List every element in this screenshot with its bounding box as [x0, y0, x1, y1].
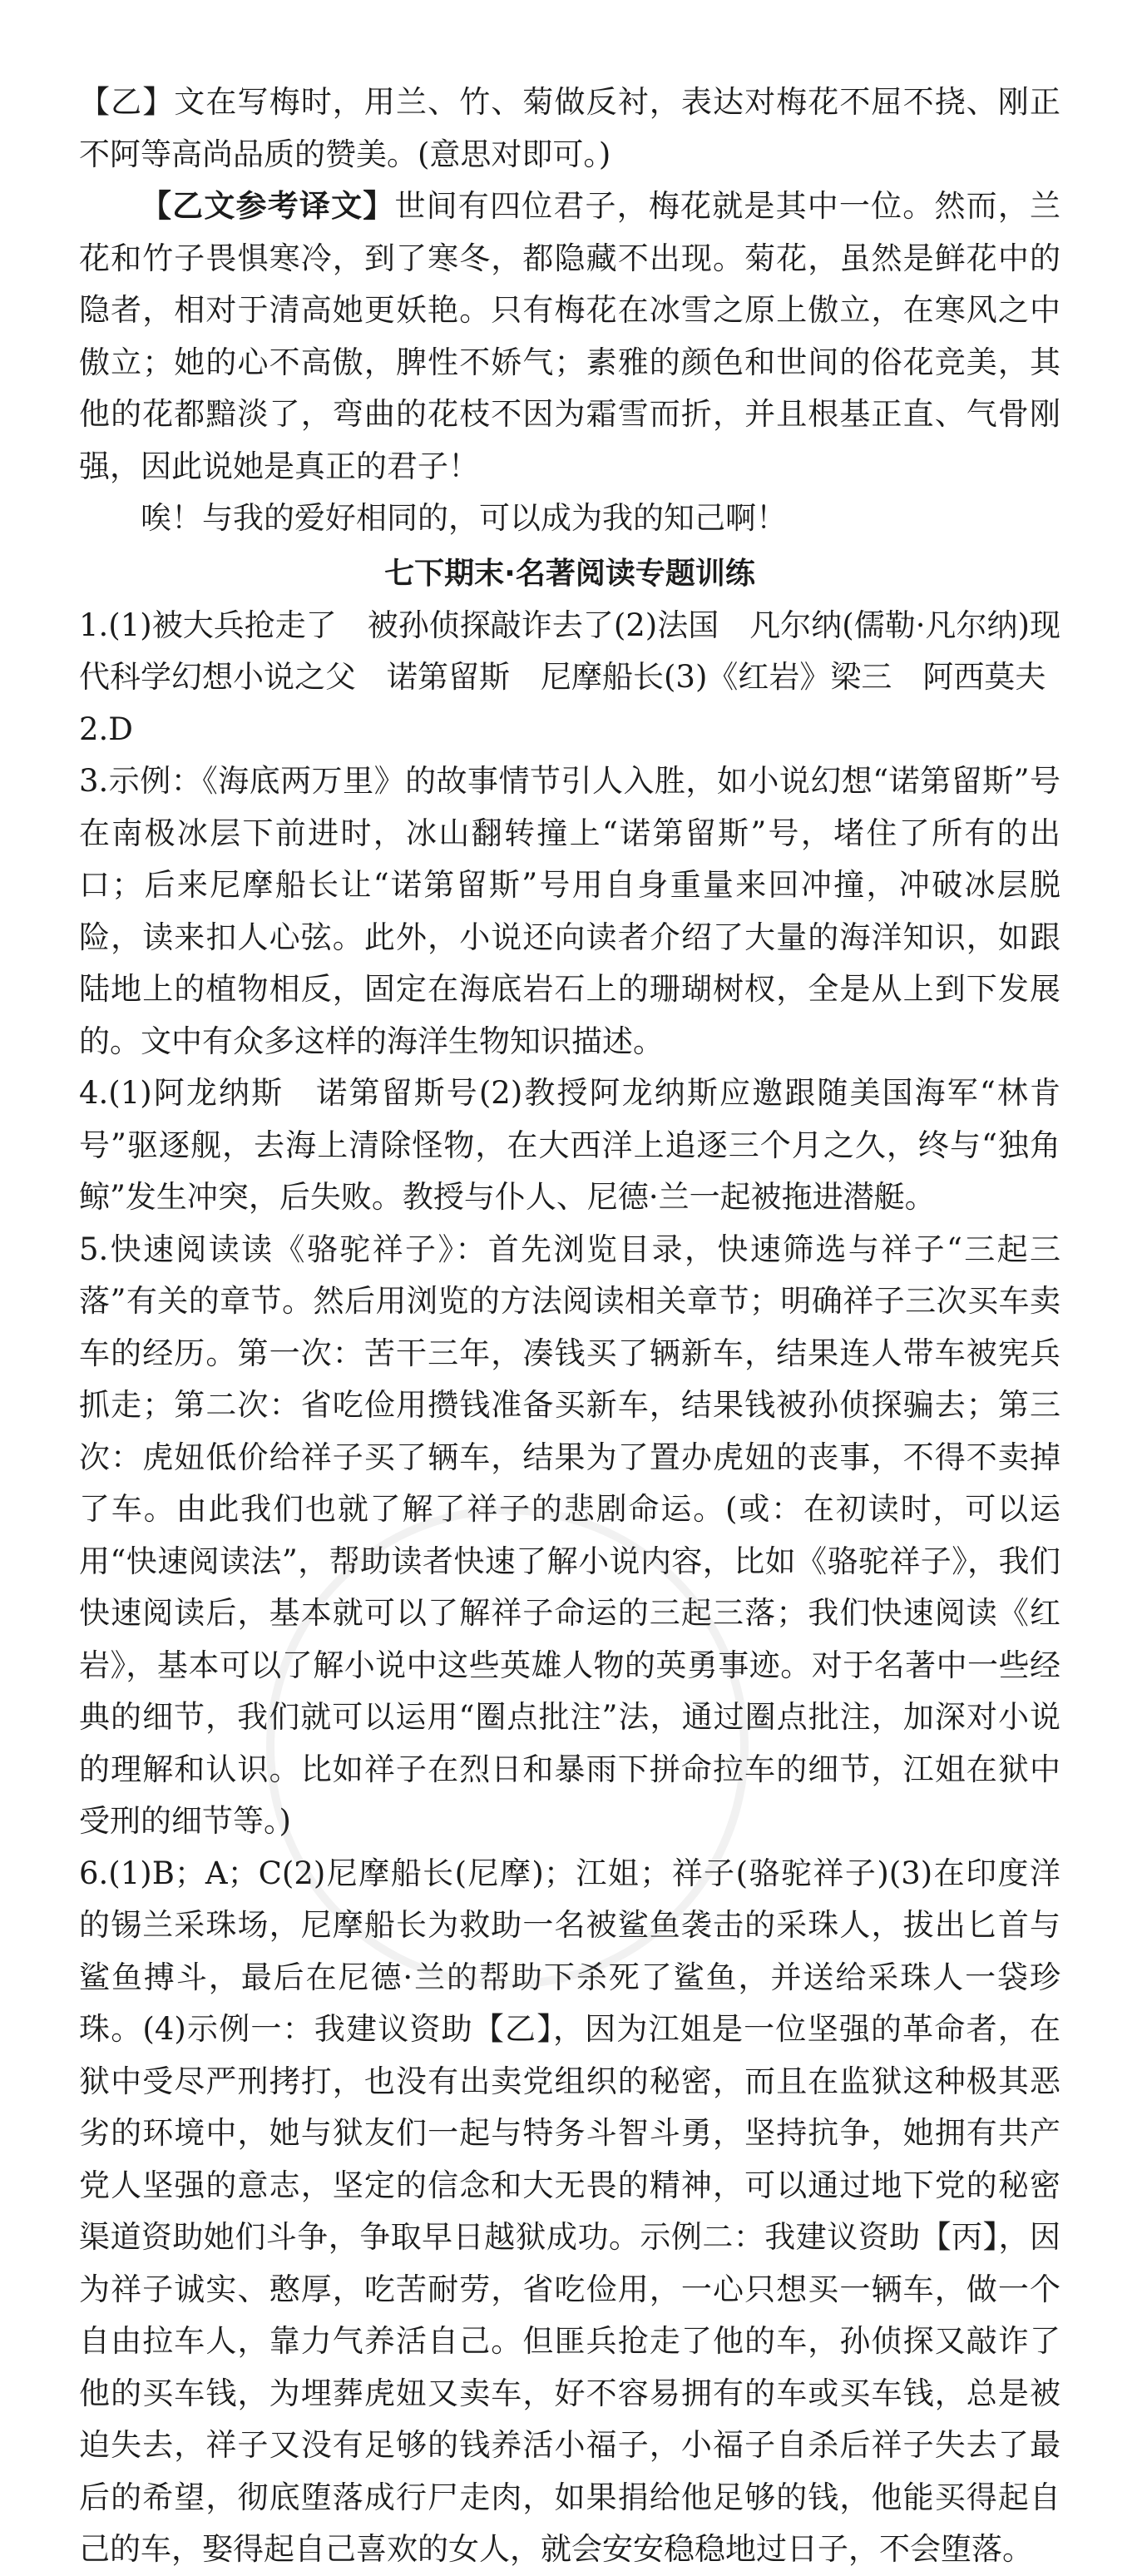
closing-line: 唉！与我的爱好相同的，可以成为我的知己啊！ [141, 500, 787, 536]
answer-2: 2.D [79, 711, 133, 747]
answer-4: 4.(1)阿龙纳斯 诺第留斯号(2)教授阿龙纳斯应邀跟随美国海军“林肯号”驱逐舰，去海上清除怪物，在大西洋上追逐三个月之久，终与“独角鲸”发生冲突，后失败。教授与仆人、尼德·兰一起被拖进潜艇。 [79, 1075, 1060, 1215]
analysis-paragraph: 【乙】文在写梅时，用兰、竹、菊做反衬，表达对梅花不屈不挠、刚正不阿等高尚品质的赞美。(意思对即可。) [79, 84, 1060, 172]
translation-text: 世间有四位君子，梅花就是其中一位。然而，兰花和竹子畏惧寒冷，到了寒冬，都隐藏不出现。菊花，虽然是鲜花中的隐者，相对于清高她更妖艳。只有梅花在冰雪之原上傲立，在寒风之中傲立；她的心不高傲，脾性不娇气；素雅的颜色和世间的俗花竞美，其他的花都黯淡了，弯曲的花枝不因为霜雪而折，并且根基正直、气骨刚强，因此说她是真正的君子！ [79, 188, 1061, 484]
section-title: 七下期末·名著阅读专题训练 [384, 556, 755, 591]
answer-5: 5.快速阅读读《骆驼祥子》：首先浏览目录，快速筛选与祥子“三起三落”有关的章节。然后用浏览的方法阅读相关章节；明确祥子三次买车卖车的经历。第一次：苦干三年，凑钱买了辆新车，结果连人带车被宪兵抓走；第二次：省吃俭用攒钱准备买新车，结果钱被孙侦探骗去；第三次：虎妞低价给祥子买了辆车，结果为了置办虎妞的丧事，不得不卖掉了车。由此我们也就了解了祥子的悲剧命运。(或：在初读时，可以运用“快速阅读法”，帮助读者快速了解小说内容，比如《骆驼祥子》，我们快速阅读后，基本就可以了解祥子命运的三起三落；我们快速阅读《红岩》，基本可以了解小说中这些英雄人物的英勇事迹。对于名著中一些经典的细节，我们就可以运用“圈点批注”法，通过圈点批注，加深对小说的理解和认识。比如祥子在烈日和暴雨下拼命拉车的细节，江姐在狱中受刑的细节等。) [79, 1231, 1060, 1839]
answer-6: 6.(1)B；A；C(2)尼摩船长(尼摩)；江姐；祥子(骆驼祥子)(3)在印度洋的锡兰采珠场，尼摩船长为救助一名被鲨鱼袭击的采珠人，拔出匕首与鲨鱼搏斗，最后在尼德·兰的帮助下杀死了鲨鱼，并送给采珠人一袋珍珠。(4)示例一：我建议资助【乙】，因为江姐是一位坚强的革命者，在狱中受尽严刑拷打，也没有出卖党组织的秘密，而且在监狱这种极其恶劣的环境中，她与狱友们一起与特务斗智斗勇，坚持抗争，她拥有共产党人坚强的意志，坚定的信念和大无畏的精神，可以通过地下党的秘密渠道资助她们斗争，争取早日越狱成功。示例二：我建议资助【丙】，因为祥子诚实、憨厚，吃苦耐劳，省吃俭用，一心只想买一辆车，做一个自由拉车人，靠力气养活自己。但匪兵抢走了他的车，孙侦探又敲诈了他的买车钱，为埋葬虎妞又卖车，好不容易拥有的车或买车钱，总是被迫失去，祥子又没有足够的钱养活小福子，小福子自杀后祥子失去了最后的希望，彻底堕落成行尸走肉，如果捐给他足够的钱，他能买得起自己的车，娶得起自己喜欢的女人，就会安安稳稳地过日子，不会堕落。 [79, 1855, 1060, 2567]
answer-page [79, 77, 1060, 2576]
answer-3: 3.示例：《海底两万里》的故事情节引人入胜，如小说幻想“诺第留斯”号在南极冰层下前进时，冰山翻转撞上“诺第留斯”号，堵住了所有的出口；后来尼摩船长让“诺第留斯”号用自身重量来回冲撞，冲破冰层脱险，读来扣人心弦。此外，小说还向读者介绍了大量的海洋知识，如跟陆地上的植物相反，固定在海底岩石上的珊瑚树杈，全是从上到下发展的。文中有众多这样的海洋生物知识描述。 [79, 763, 1060, 1059]
translation-label: 【乙文参考译文】 [141, 188, 395, 224]
translation-paragraph [79, 181, 1060, 493]
answer-1: 1.(1)被大兵抢走了 被孙侦探敲诈去了(2)法国 凡尔纳(儒勒·凡尔纳)现代科学幻想小说之父 诺第留斯 尼摩船长(3)《红岩》梁三 阿西莫夫 [79, 607, 1060, 695]
